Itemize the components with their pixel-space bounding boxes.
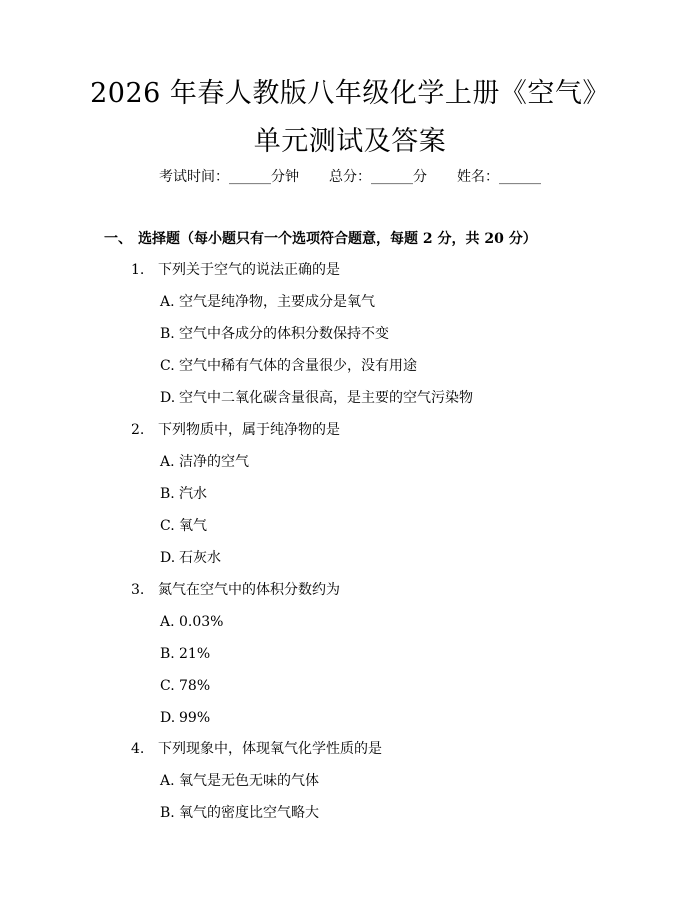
option-letter: B. bbox=[160, 805, 175, 821]
answer-option bbox=[160, 546, 221, 570]
answer-option bbox=[160, 706, 210, 730]
question-text: 下列现象中，体现氧气化学性质的是 bbox=[158, 741, 382, 757]
answer-option bbox=[160, 354, 417, 378]
answer-option bbox=[160, 674, 210, 698]
answer-option bbox=[160, 482, 207, 506]
question-number: 3. bbox=[131, 582, 145, 598]
answer-option bbox=[160, 801, 319, 825]
option-letter: A. bbox=[160, 294, 175, 310]
option-text: 空气中二氧化碳含量很高，是主要的空气污染物 bbox=[179, 390, 473, 406]
option-letter: A. bbox=[160, 773, 175, 789]
option-text: 石灰水 bbox=[179, 550, 221, 566]
question-text: 下列关于空气的说法正确的是 bbox=[158, 262, 340, 278]
option-text: 21% bbox=[179, 646, 211, 662]
option-letter: B. bbox=[160, 646, 175, 662]
option-text: 汽水 bbox=[179, 486, 207, 502]
section-title: 选择题（每小题只有一个选项符合题意，每题 2 分，共 20 分） bbox=[138, 231, 537, 247]
question-stem bbox=[131, 578, 340, 602]
answer-option bbox=[160, 769, 319, 793]
option-letter: C. bbox=[160, 358, 175, 374]
answer-option bbox=[160, 322, 389, 346]
option-text: 氧气的密度比空气略大 bbox=[179, 805, 319, 821]
option-letter: D. bbox=[160, 390, 176, 406]
option-text: 99% bbox=[179, 710, 211, 726]
question-stem bbox=[131, 418, 340, 442]
section-heading bbox=[104, 227, 537, 251]
answer-option bbox=[160, 610, 223, 634]
document-title: 2026 年春人教版八年级化学上册《空气》单元测试及答案 bbox=[90, 78, 610, 157]
option-letter: D. bbox=[160, 550, 176, 566]
question-number: 4. bbox=[131, 741, 145, 757]
option-letter: B. bbox=[160, 326, 175, 342]
option-letter: B. bbox=[160, 486, 175, 502]
option-text: 空气中稀有气体的含量很少，没有用途 bbox=[179, 358, 417, 374]
option-text: 0.03% bbox=[179, 614, 224, 630]
option-letter: A. bbox=[160, 454, 175, 470]
question-text: 下列物质中，属于纯净物的是 bbox=[158, 422, 340, 438]
total-score-field: 总分：______分 bbox=[329, 169, 427, 185]
option-text: 氧气 bbox=[179, 518, 207, 534]
question-number: 1. bbox=[131, 262, 145, 278]
question-stem bbox=[131, 258, 340, 282]
question-text: 氮气在空气中的体积分数约为 bbox=[158, 582, 340, 598]
option-text: 78% bbox=[179, 678, 211, 694]
option-text: 空气是纯净物，主要成分是氧气 bbox=[179, 294, 375, 310]
option-text: 空气中各成分的体积分数保持不变 bbox=[179, 326, 389, 342]
option-text: 氧气是无色无味的气体 bbox=[179, 773, 319, 789]
exam-info-line bbox=[0, 165, 700, 189]
question-number: 2. bbox=[131, 422, 145, 438]
option-letter: C. bbox=[160, 518, 175, 534]
option-letter: D. bbox=[160, 710, 176, 726]
section-number: 一、 bbox=[104, 231, 132, 247]
answer-option bbox=[160, 290, 375, 314]
option-text: 洁净的空气 bbox=[179, 454, 249, 470]
option-letter: C. bbox=[160, 678, 175, 694]
question-stem bbox=[131, 737, 382, 761]
student-name-field: 姓名：______ bbox=[457, 169, 541, 185]
answer-option bbox=[160, 386, 473, 410]
exam-time-field: 考试时间：______分钟 bbox=[159, 169, 299, 185]
answer-option bbox=[160, 514, 207, 538]
answer-option bbox=[160, 450, 249, 474]
answer-option bbox=[160, 642, 210, 666]
option-letter: A. bbox=[160, 614, 175, 630]
